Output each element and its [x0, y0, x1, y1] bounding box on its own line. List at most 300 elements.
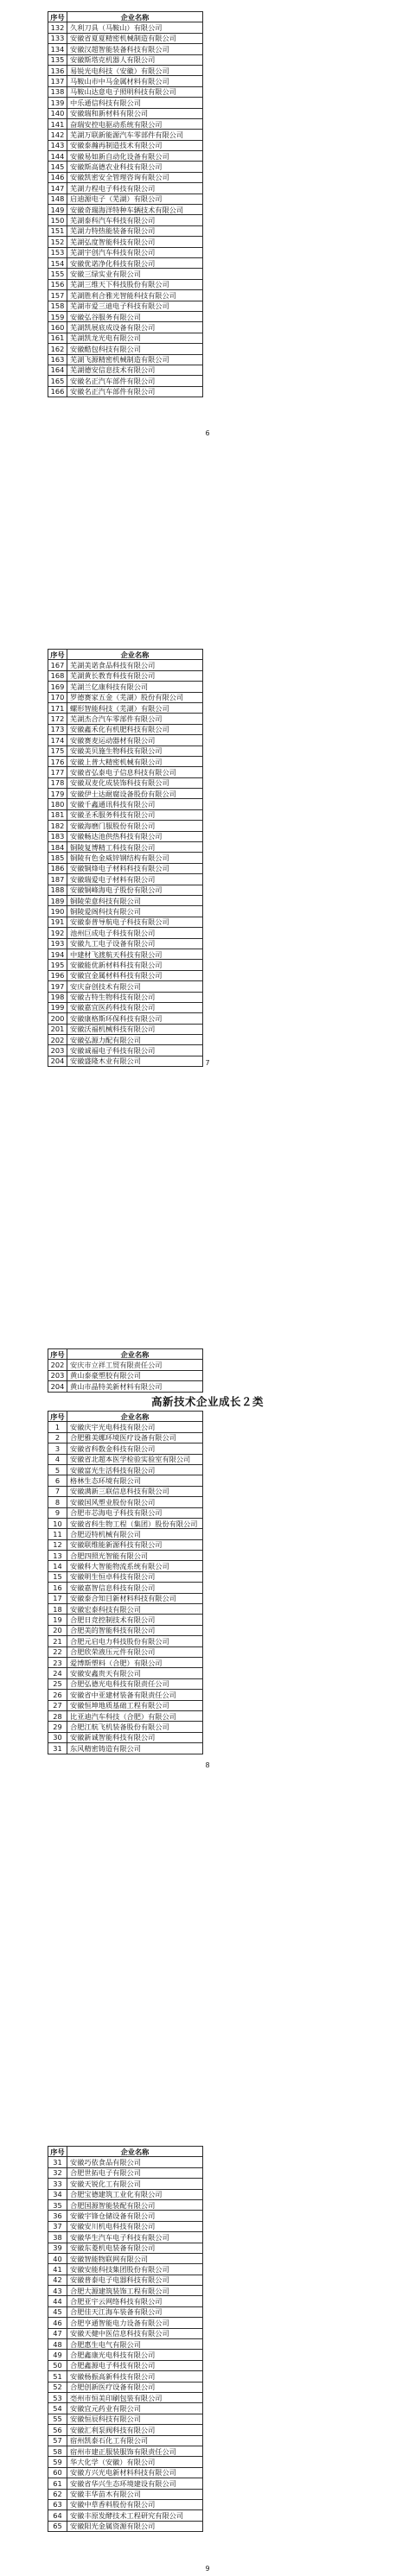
row-number: 189: [48, 895, 67, 905]
row-number: 22: [48, 1646, 67, 1657]
table-row: [48, 2499, 203, 2509]
company-name: 芜湖力特热能装备有限公司: [67, 225, 203, 236]
company-name: 合肥亚宇云网络科技有限公司: [67, 2296, 203, 2306]
company-name: 中乐通信科技有限公司: [67, 98, 203, 108]
company-name: 安徽庆宇光电科技有限公司: [67, 1422, 203, 1432]
table-row: [48, 1486, 203, 1496]
company-name: 安徽恒坤地质基础工程有限公司: [67, 1700, 203, 1710]
table-row: [48, 1024, 203, 1034]
table-row: [48, 1583, 203, 1593]
table-row: [48, 1571, 203, 1582]
company-name: 安徽满新三联信息科技有限公司: [67, 1486, 203, 1496]
company-name: 铜陵复博精工科技有限公司: [67, 842, 203, 853]
table-row: [48, 1646, 203, 1657]
company-name: 安徽沃福机械科技有限公司: [67, 1024, 203, 1034]
table-row: [48, 2510, 203, 2521]
table-row: [48, 311, 203, 321]
table-row: [48, 2467, 203, 2478]
row-number: 51: [48, 2371, 67, 2382]
row-number: 11: [48, 1529, 67, 1539]
company-name: 安徽泰合知目新材料科技有限公司: [67, 1593, 203, 1603]
table-row: [48, 809, 203, 820]
company-name: 芜湖弘度智能科技有限公司: [67, 237, 203, 247]
company-name: 安徽盛隆木业有限公司: [67, 1056, 203, 1066]
company-name: 安徽省华兴生态环境建设有限公司: [67, 2478, 203, 2489]
row-number: 179: [48, 789, 67, 799]
row-number: 14: [48, 1561, 67, 1571]
table-row: [48, 1045, 203, 1056]
company-name: 安徽美贝施生物科技有限公司: [67, 746, 203, 756]
table-row: [48, 1507, 203, 1518]
table-row: [48, 2435, 203, 2446]
company-name: 安徽名正汽车部件有限公司: [67, 386, 203, 397]
table-row: [48, 162, 203, 172]
company-name: 安徽伊士达耐腐设备股份有限公司: [67, 789, 203, 799]
row-number: 59: [48, 2457, 67, 2467]
row-number: 160: [48, 322, 67, 333]
company-name: 安徽酷包科技有限公司: [67, 344, 203, 354]
row-number: 171: [48, 702, 67, 713]
table-row: [48, 2199, 203, 2210]
company-name: 铜陵爱阁科技有限公司: [67, 906, 203, 917]
company-name: 安徽天锐化工有限公司: [67, 2179, 203, 2189]
company-name: 芜湖宇创汽车科技有限公司: [67, 247, 203, 257]
table-row: [48, 670, 203, 681]
table-row: [48, 2275, 203, 2285]
table-row: [48, 1690, 203, 1700]
company-name: 安徽嘉宜医药科技有限公司: [67, 1002, 203, 1012]
company-name: 池州巨成电子科技有限公司: [67, 928, 203, 938]
table-row: [48, 269, 203, 279]
table-row: [48, 906, 203, 917]
row-number: 143: [48, 140, 67, 150]
table-row: [48, 895, 203, 905]
table-row: [48, 2371, 203, 2382]
row-number: 17: [48, 1593, 67, 1603]
row-number: 195: [48, 960, 67, 970]
company-name: 安徽明生恒卓科技有限公司: [67, 1571, 203, 1582]
table-row: [48, 2253, 203, 2263]
row-number: 53: [48, 2392, 67, 2402]
table-row: [48, 194, 203, 204]
row-number: 188: [48, 885, 67, 895]
row-number: 166: [48, 386, 67, 397]
company-name: 安徽斯塔克机器人有限公司: [67, 54, 203, 65]
company-name: 合肥雅美娜环境医疗设备有限公司: [67, 1432, 203, 1443]
company-name: 久利刀具（马鞍山）有限公司: [67, 22, 203, 33]
company-name: 爱博斯塑料（合肥）有限公司: [67, 1657, 203, 1667]
company-name: 安徽杨振高新科技有限公司: [67, 2371, 203, 2382]
table-row: [48, 333, 203, 343]
company-name: 合肥四照光智能有限公司: [67, 1551, 203, 1561]
company-name: 芜湖泰科汽车科技有限公司: [67, 215, 203, 225]
row-number: 7: [48, 1486, 67, 1496]
row-number: 141: [48, 118, 67, 129]
table-row: [48, 1518, 203, 1528]
company-table-3-continued: [48, 1348, 203, 1393]
company-name: 芜湖飞源精密机械制造有限公司: [67, 354, 203, 365]
table-row: [48, 2189, 203, 2199]
row-number: 148: [48, 194, 67, 204]
table-row: [48, 1700, 203, 1710]
table-row: [48, 2211, 203, 2221]
row-number: 162: [48, 344, 67, 354]
table-row: [48, 183, 203, 194]
company-name: 安徽富光生活科技有限公司: [67, 1464, 203, 1475]
company-name: 安徽安能科技集团股份有限公司: [67, 2264, 203, 2275]
table-row: [48, 65, 203, 75]
company-name: 华大化学（安徽）有限公司: [67, 2457, 203, 2467]
row-number: 9: [48, 1507, 67, 1518]
table-row: [48, 842, 203, 853]
table-row: [48, 1475, 203, 1486]
table-row: [48, 118, 203, 129]
row-number: 26: [48, 1690, 67, 1700]
page-number: 6: [205, 429, 210, 437]
table-row: [48, 86, 203, 97]
row-number: 12: [48, 1539, 67, 1550]
row-number: 49: [48, 2350, 67, 2360]
row-number: 198: [48, 992, 67, 1002]
row-number: 151: [48, 225, 67, 236]
company-name: 安徽弘源力配有限公司: [67, 1035, 203, 1045]
table-row: [48, 938, 203, 949]
table-row: [48, 1035, 203, 1045]
table-row: [48, 917, 203, 927]
table-row: [48, 789, 203, 799]
row-number: 175: [48, 746, 67, 756]
row-number: 135: [48, 54, 67, 65]
row-number: 145: [48, 162, 67, 172]
row-number: 154: [48, 257, 67, 268]
company-name: 合肥市芯海电子科技有限公司: [67, 1507, 203, 1518]
company-name: 安徽国风塑业股份有限公司: [67, 1497, 203, 1507]
row-number: 202: [48, 1035, 67, 1045]
row-number: 45: [48, 2306, 67, 2317]
row-number: 1: [48, 1422, 67, 1432]
row-number: 176: [48, 756, 67, 766]
table-row: [48, 1636, 203, 1646]
table-row: [48, 237, 203, 247]
row-number: 38: [48, 2232, 67, 2243]
company-name: 安徽瑞和新材料有限公司: [67, 108, 203, 118]
table-row: [48, 1013, 203, 1024]
company-name: 安徽上普大精密机械有限公司: [67, 756, 203, 766]
row-number: 199: [48, 1002, 67, 1012]
company-name: 安徽斯高德农业科技有限公司: [67, 162, 203, 172]
table-row: [48, 22, 203, 33]
row-number: 6: [48, 1475, 67, 1486]
row-number: 56: [48, 2425, 67, 2435]
row-number: 37: [48, 2221, 67, 2231]
company-name: 安徽海磨门服股份有限公司: [67, 821, 203, 831]
row-number: 183: [48, 831, 67, 841]
row-number: 180: [48, 799, 67, 809]
row-number: 28: [48, 1710, 67, 1721]
row-number: 23: [48, 1657, 67, 1667]
table-row: [48, 140, 203, 150]
col-header-name: 企业名称: [67, 1349, 203, 1360]
row-number: 147: [48, 183, 67, 194]
row-number: 184: [48, 842, 67, 853]
company-name: 芜湖美诺食品科技有限公司: [67, 660, 203, 670]
table-row: [48, 2232, 203, 2243]
row-number: 61: [48, 2478, 67, 2489]
row-number: 55: [48, 2414, 67, 2424]
table-row: [48, 1464, 203, 1475]
col-header-name: 企业名称: [67, 12, 203, 22]
table-row: [48, 2350, 203, 2360]
table-row: [48, 981, 203, 992]
table-row: [48, 344, 203, 354]
row-number: 139: [48, 98, 67, 108]
table-row: [48, 354, 203, 365]
company-table-1: [48, 11, 203, 397]
row-number: 8: [48, 1497, 67, 1507]
row-number: 33: [48, 2179, 67, 2189]
table-row: [48, 682, 203, 692]
table-row: [48, 1539, 203, 1550]
table-row: [48, 1443, 203, 1454]
table-row: [48, 863, 203, 873]
company-name: 合肥世拓电子有限公司: [67, 2167, 203, 2178]
row-number: 42: [48, 2275, 67, 2285]
company-name: 芜湖兰亿康科技有限公司: [67, 682, 203, 692]
table-row: [48, 247, 203, 257]
company-name: 宿州市建正服装服饰有限责任公司: [67, 2446, 203, 2456]
row-number: 21: [48, 1636, 67, 1646]
row-number: 165: [48, 376, 67, 386]
company-name: 安徽古特生物科技有限公司: [67, 992, 203, 1002]
row-number: 44: [48, 2296, 67, 2306]
row-number: 40: [48, 2253, 67, 2263]
company-name: 安徽铜峰海电子股份有限公司: [67, 885, 203, 895]
company-name: 芜湖黄长教育科技有限公司: [67, 670, 203, 681]
company-name: 比亚迪汽车科技（合肥）有限公司: [67, 1710, 203, 1721]
table-row: [48, 257, 203, 268]
company-name: 芜湖杰合汽车零部件有限公司: [67, 714, 203, 724]
table-row: [48, 874, 203, 885]
row-number: 170: [48, 692, 67, 702]
table-row: [48, 172, 203, 182]
row-number: 65: [48, 2521, 67, 2531]
table-row: [48, 1743, 203, 1754]
row-number: 60: [48, 2467, 67, 2478]
row-number: 32: [48, 2167, 67, 2178]
row-number: 181: [48, 809, 67, 820]
table-row: [48, 1732, 203, 1742]
company-name: 合肥鑫源电子科技有限公司: [67, 2360, 203, 2370]
page-number: 8: [205, 1761, 210, 1769]
company-name: 芜湖胜利合雅光智能科技有限公司: [67, 290, 203, 301]
company-name: 安徽泰瀚再制造技术有限公司: [67, 140, 203, 150]
table-row: [48, 2243, 203, 2253]
row-number: 25: [48, 1678, 67, 1689]
table-row: [48, 2318, 203, 2328]
row-number: 204: [48, 1381, 67, 1392]
row-number: 157: [48, 290, 67, 301]
col-header-num: 序号: [48, 2147, 67, 2157]
table-row: [48, 2179, 203, 2189]
table-row: [48, 970, 203, 980]
company-name: 安徽智能物联网有限公司: [67, 2253, 203, 2263]
row-number: 133: [48, 33, 67, 43]
company-name: 安徽汉超智能装备科技有限公司: [67, 44, 203, 54]
table-row: [48, 2360, 203, 2370]
table-row: [48, 1657, 203, 1667]
company-name: 合肥大源建筑装饰工程有限公司: [67, 2286, 203, 2296]
company-name: 安徽恒辰科技有限公司: [67, 2414, 203, 2424]
row-number: 200: [48, 1013, 67, 1024]
company-name: 黄山泰豪塑胶有限公司: [67, 1370, 203, 1380]
row-number: 191: [48, 917, 67, 927]
row-number: 153: [48, 247, 67, 257]
table-row: [48, 2489, 203, 2499]
table-row: [48, 660, 203, 670]
table-row: [48, 949, 203, 959]
company-name: 安徽畅达池供热科技有限公司: [67, 831, 203, 841]
row-number: 193: [48, 938, 67, 949]
company-name: 芜湖市爱三迪电子科技有限公司: [67, 301, 203, 311]
table-row: [48, 1593, 203, 1603]
table-row: [48, 831, 203, 841]
company-name: 安徽中草香料股份有限公司: [67, 2499, 203, 2509]
row-number: 140: [48, 108, 67, 118]
row-number: 197: [48, 981, 67, 992]
company-name: 安庆奋创技术有限公司: [67, 981, 203, 992]
company-name: 安徽阳光金属资源有限公司: [67, 2521, 203, 2531]
row-number: 4: [48, 1454, 67, 1464]
row-number: 177: [48, 767, 67, 777]
table-row: [48, 2286, 203, 2296]
table-row: [48, 756, 203, 766]
row-number: 5: [48, 1464, 67, 1475]
row-number: 185: [48, 853, 67, 863]
company-name: 安徽九工电子设备有限公司: [67, 938, 203, 949]
row-number: 173: [48, 724, 67, 734]
company-name: 安徽宏泰科技有限公司: [67, 1604, 203, 1615]
col-header-name: 企业名称: [67, 2147, 203, 2157]
company-name: 安徽普泰电子电器科技有限公司: [67, 2275, 203, 2285]
table-row: [48, 885, 203, 895]
table-row: [48, 1529, 203, 1539]
row-number: 155: [48, 269, 67, 279]
company-name: 合肥创新医疗设备有限公司: [67, 2382, 203, 2392]
table-row: [48, 365, 203, 375]
table-row: [48, 2221, 203, 2231]
table-row: [48, 1360, 203, 1370]
company-name: 合肥欣荣液压元件有限公司: [67, 1646, 203, 1657]
row-number: 149: [48, 205, 67, 215]
table-row: [48, 2392, 203, 2402]
row-number: 35: [48, 2199, 67, 2210]
company-name: 铜陵荣意科技有限公司: [67, 895, 203, 905]
company-name: 中建材飞渡航天科技有限公司: [67, 949, 203, 959]
company-name: 安徽方兴光电新材料科技有限公司: [67, 2467, 203, 2478]
table-row: [48, 205, 203, 215]
row-number: 150: [48, 215, 67, 225]
company-name: 马鞍山市中马金属材料有限公司: [67, 76, 203, 86]
company-name: 安徽华生汽车电子科技有限公司: [67, 2232, 203, 2243]
company-name: 宿州凯泰石化工有限公司: [67, 2435, 203, 2446]
row-number: 190: [48, 906, 67, 917]
company-name: 合肥惠生电气有限公司: [67, 2339, 203, 2350]
company-name: 安徽省中亚建材装备有限责任公司: [67, 1690, 203, 1700]
table-row: [48, 290, 203, 301]
page-number: 9: [205, 2565, 210, 2573]
table-row: [48, 2521, 203, 2531]
table-row: [48, 1370, 203, 1380]
company-name: 安徽双麦化成装饰科技有限公司: [67, 777, 203, 788]
company-name: 安徽丰原发酵技术工程研究有限公司: [67, 2510, 203, 2521]
table-row: [48, 767, 203, 777]
table-row: [48, 386, 203, 397]
table-row: [48, 777, 203, 788]
table-row: [48, 2425, 203, 2435]
row-number: 47: [48, 2328, 67, 2338]
table-row: [48, 702, 203, 713]
company-name: 合肥亨通智能电力设备有限公司: [67, 2318, 203, 2328]
row-number: 24: [48, 1668, 67, 1678]
company-name: 启迪源电子（芜湖）有限公司: [67, 194, 203, 204]
company-name: 芜湖凯龙光电有限公司: [67, 333, 203, 343]
table-row: [48, 714, 203, 724]
table-row: [48, 1678, 203, 1689]
row-number: 194: [48, 949, 67, 959]
company-name: 易锐光电科技（安徽）有限公司: [67, 65, 203, 75]
company-name: 安徽易如新自动化设备有限公司: [67, 151, 203, 162]
row-number: 39: [48, 2243, 67, 2253]
col-header-num: 序号: [48, 650, 67, 660]
table-row: [48, 108, 203, 118]
company-name: 合肥日竞控制技术有限公司: [67, 1615, 203, 1625]
company-name: 安徽优诺净化科技有限公司: [67, 257, 203, 268]
company-name: 合肥迈特机械有限公司: [67, 1529, 203, 1539]
company-name: 安徽省夏夏精密机械制造有限公司: [67, 33, 203, 43]
row-number: 156: [48, 279, 67, 289]
table-row: [48, 1561, 203, 1571]
company-name: 安徽联维能新源科技有限公司: [67, 1539, 203, 1550]
company-name: 芜湖凯展底成设备有限公司: [67, 322, 203, 333]
row-number: 2: [48, 1432, 67, 1443]
company-name: 马鞍山达意电子照明科技有限公司: [67, 86, 203, 97]
company-name: 合肥宝德建筑工业化有限公司: [67, 2189, 203, 2199]
company-name: 安徽宜金属材料科技有限公司: [67, 970, 203, 980]
table-row: [48, 33, 203, 43]
row-number: 52: [48, 2382, 67, 2392]
company-name: 东风精密铸造有限公司: [67, 1743, 203, 1754]
row-number: 134: [48, 44, 67, 54]
row-number: 13: [48, 1551, 67, 1561]
row-number: 158: [48, 301, 67, 311]
table-row: [48, 2264, 203, 2275]
row-number: 10: [48, 1518, 67, 1528]
company-name: 安徽铜烽电子材料科技有限公司: [67, 863, 203, 873]
row-number: 36: [48, 2211, 67, 2221]
table-row: [48, 821, 203, 831]
company-name: 安徽汇利泵阀科技有限公司: [67, 2425, 203, 2435]
row-number: 167: [48, 660, 67, 670]
row-number: 50: [48, 2360, 67, 2370]
company-name: 安徽能优新材料科技有限公司: [67, 960, 203, 970]
row-number: 31: [48, 2157, 67, 2167]
row-number: 203: [48, 1045, 67, 1056]
table-row: [48, 151, 203, 162]
company-table-2: [48, 649, 203, 1067]
company-table-3: [48, 1411, 203, 1754]
table-row: [48, 1551, 203, 1561]
company-name: 安庆市立祥工贸有限责任公司: [67, 1360, 203, 1370]
